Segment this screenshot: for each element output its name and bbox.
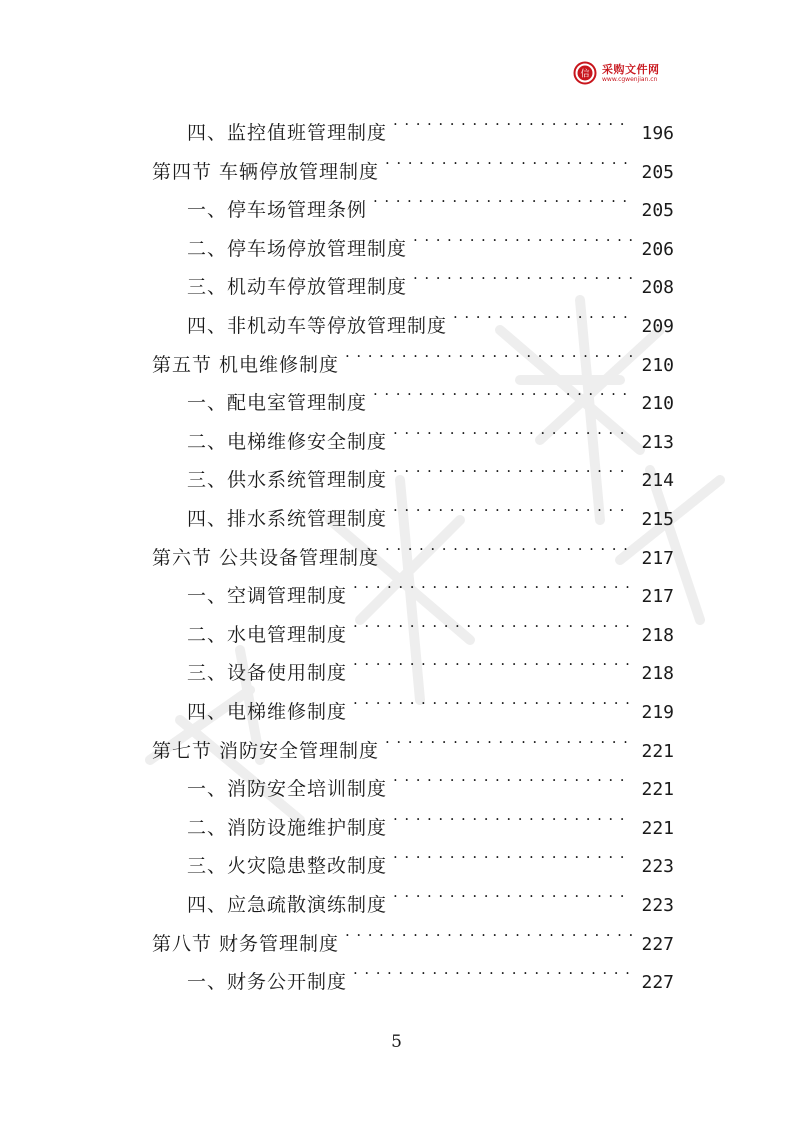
dot-leader — [373, 178, 632, 216]
dot-leader — [353, 641, 632, 679]
toc-subsection-entry[interactable] — [187, 950, 674, 994]
svg-text:信: 信 — [580, 69, 590, 80]
toc-section-entry[interactable] — [152, 526, 674, 569]
toc-entry-label: 一、空调管理制度 — [187, 585, 348, 608]
toc-subsection-entry[interactable] — [187, 834, 674, 878]
toc-entry-label: 三、机动车停放管理制度 — [187, 276, 408, 299]
toc-entry-label: 二、消防设施维护制度 — [187, 816, 388, 839]
toc-section-entry[interactable] — [152, 912, 674, 955]
toc-entry-page: 223 — [641, 895, 674, 916]
dot-leader — [393, 834, 632, 872]
toc-entry-page: 214 — [641, 470, 674, 492]
page-number: 5 — [391, 1032, 402, 1052]
toc-subsection-entry[interactable] — [187, 487, 674, 530]
dot-leader — [385, 526, 632, 564]
toc-entry-label: 第八节 财务管理制度 — [152, 932, 340, 955]
toc-entry-label: 一、配电室管理制度 — [187, 392, 368, 415]
toc-entry-label: 一、停车场管理条例 — [187, 199, 368, 222]
toc-entry-page: 219 — [641, 702, 674, 723]
dot-leader — [353, 680, 632, 718]
toc-entry-page: 227 — [641, 972, 674, 994]
toc-subsection-entry[interactable] — [187, 757, 674, 801]
toc-entry-label: 二、水电管理制度 — [187, 623, 348, 646]
dot-leader — [413, 255, 632, 293]
toc-entry-page: 221 — [641, 779, 674, 801]
toc-entry-page: 217 — [641, 586, 674, 608]
toc-entry-page: 196 — [641, 123, 674, 144]
dot-leader — [393, 410, 632, 448]
toc-entry-label: 三、设备使用制度 — [187, 662, 348, 685]
dot-leader — [385, 719, 632, 757]
toc-entry-page: 218 — [641, 624, 674, 646]
toc-entry-label: 三、供水系统管理制度 — [187, 469, 388, 492]
toc-entry-page: 210 — [641, 393, 674, 415]
header-logo — [573, 58, 685, 88]
toc-subsection-entry[interactable] — [187, 564, 674, 608]
toc-entry-page: 221 — [641, 740, 674, 762]
toc-entry-page: 206 — [641, 238, 674, 260]
toc-entry-page: 217 — [641, 547, 674, 569]
toc-entry-page: 227 — [641, 933, 674, 955]
dot-leader — [393, 101, 632, 139]
toc-subsection-entry[interactable] — [187, 294, 674, 337]
seal-logo-icon — [573, 61, 597, 85]
toc-entry-page: 205 — [641, 161, 674, 183]
dot-leader — [373, 371, 632, 409]
toc-subsection-entry[interactable] — [187, 410, 674, 453]
toc-subsection-entry[interactable] — [187, 680, 674, 723]
toc-entry-page: 208 — [641, 277, 674, 299]
toc-subsection-entry[interactable] — [187, 217, 674, 260]
dot-leader — [353, 950, 632, 988]
dot-leader — [393, 796, 632, 834]
toc-subsection-entry[interactable] — [187, 255, 674, 299]
toc-entry-label: 第五节 机电维修制度 — [152, 353, 340, 376]
toc-subsection-entry[interactable] — [187, 796, 674, 839]
dot-leader — [453, 294, 632, 332]
toc-entry-label: 四、非机动车等停放管理制度 — [187, 315, 448, 337]
toc-subsection-entry[interactable] — [187, 371, 674, 415]
toc-section-entry[interactable] — [152, 333, 674, 376]
toc-entry-label: 一、消防安全培训制度 — [187, 778, 388, 801]
toc-entry-label: 四、电梯维修制度 — [187, 701, 348, 723]
toc-subsection-entry[interactable] — [187, 603, 674, 646]
toc-entry-label: 二、电梯维修安全制度 — [187, 430, 388, 453]
toc-section-entry[interactable] — [152, 719, 674, 762]
toc-entry-label: 二、停车场停放管理制度 — [187, 237, 408, 260]
toc-entry-page: 221 — [641, 817, 674, 839]
dot-leader — [393, 487, 632, 525]
toc-entry-page: 218 — [641, 663, 674, 685]
dot-leader — [393, 448, 632, 486]
toc-entry-label: 一、财务公开制度 — [187, 971, 348, 994]
toc-entry-label: 四、应急疏散演练制度 — [187, 894, 388, 916]
toc-entry-page: 210 — [641, 354, 674, 376]
toc-entry-label: 三、火灾隐患整改制度 — [187, 855, 388, 878]
toc-entry-label: 第六节 公共设备管理制度 — [152, 546, 380, 569]
toc-subsection-entry[interactable] — [187, 178, 674, 222]
dot-leader — [353, 564, 632, 602]
toc-entry-label: 第七节 消防安全管理制度 — [152, 739, 380, 762]
toc-entry-page: 223 — [641, 856, 674, 878]
dot-leader — [345, 912, 632, 950]
dot-leader — [345, 333, 632, 371]
toc-subsection-entry[interactable] — [187, 448, 674, 492]
toc-subsection-entry[interactable] — [187, 873, 674, 916]
logo-title: 采购文件网 — [602, 63, 660, 76]
toc-entry-page: 213 — [641, 431, 674, 453]
toc-entry-page: 215 — [641, 509, 674, 530]
dot-leader — [353, 603, 632, 641]
dot-leader — [413, 217, 632, 255]
toc-subsection-entry[interactable] — [187, 641, 674, 685]
toc-entry-page: 205 — [641, 200, 674, 222]
toc-entry-label: 四、监控值班管理制度 — [187, 122, 388, 144]
toc-section-entry[interactable] — [152, 140, 674, 183]
logo-url: www.cgwenjian.cn — [602, 76, 658, 83]
dot-leader — [385, 140, 632, 178]
dot-leader — [393, 873, 632, 911]
toc-entry-label: 四、排水系统管理制度 — [187, 508, 388, 530]
toc-subsection-entry[interactable] — [187, 101, 674, 144]
toc-entry-label: 第四节 车辆停放管理制度 — [152, 160, 380, 183]
dot-leader — [393, 757, 632, 795]
toc-entry-page: 209 — [641, 316, 674, 337]
